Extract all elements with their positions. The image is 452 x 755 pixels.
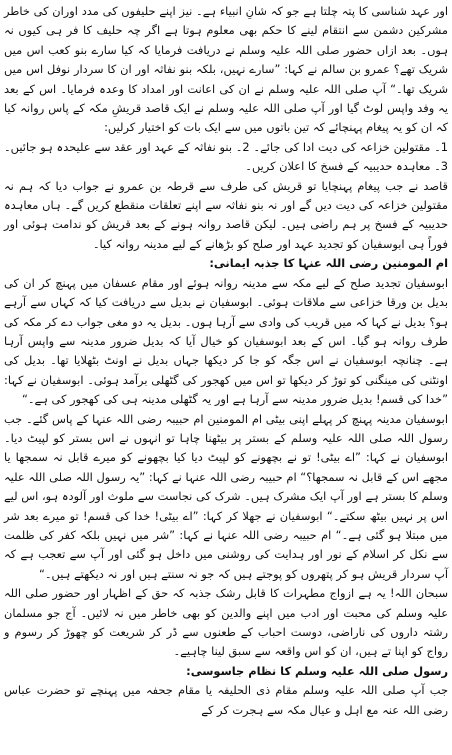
section-heading-iman: ام المومنین رضی اللہ عنہا کا جذبہ ایمانی:	[209, 256, 448, 271]
section-heading-intelligence: رسول صلی اللہ علیہ وسلم کا نظام جاسوسی:	[186, 663, 448, 678]
paragraph-abbas-hijrah: جب آپ صلی اللہ علیہ وسلم مقام ذی الحلیفہ یا مقام جحفہ میں پہنچے تو حضرت عباس رضی اللہ عنہ مع اہل و عیال مکہ سے ہجرت کر کے	[4, 683, 448, 717]
paragraph-lesson: سبحان اللہ! یہ ہے ازواج مطہرات کا قابل رشک جذبہ کہ حق کے اظہار اور حضور صلی اللہ علیہ وسلم کی محبت اور ادب میں اپنے والدین کو بھی خاطر میں نہ لائیں۔ آج جو مسلمان رشتہ داروں کی ناراضی، دوست احباب کے طعنوں سے ڈر کر شریعت کو چھوڑ کر رسوم و رواج کو اپنا تے ہیں، ان کو اس واقعہ سے سبق لینا چاہیے۔	[4, 586, 448, 659]
paragraph-umm-habiba: ابوسفیان مدینہ پہنچ کر پہلے اپنی بیٹی ام المومنین ام حبیبہ رضی اللہ عنہا کے پاس گئے۔ جب رسول اللہ صلی اللہ علیہ وسلم کے بستر پر بیٹھنا چاہا تو انہوں نے اس بستر کو لپیٹ دیا۔ ابوسفیان نے کہا: ”اے بیٹی! تو نے بچھونے کو لپیٹ دیا کیا بچھونے کو میرے قابل نہ سمجھا یا مجھے اس کے قابل نہ سمجھا؟“ ام حبیبہ رضی اللہ عنہا نے کہا: ”یہ رسول اللہ صلی اللہ علیہ وسلم کا بستر ہے اور آپ ایک مشرک ہیں۔ شرک کی نجاست سے ملوث اور آلودہ ہو، اس لیے اس پر نہیں بیٹھ سکتے۔“ ابوسفیان نے جھلا کر کہا: ”اے بیٹی! خدا کی قسم! تو میرے بعد شر میں مبتلا ہو گئی ہے۔“ ام حبیبہ رضی اللہ عنہا نے کہا: ”شر میں نہیں بلکہ کفر کی ظلمت سے نکل کر اسلام کے نور اور ہدایت کی روشنی میں داخل ہو گئی اور آپ سے تعجب ہے کہ آپ سردار قریش ہو کر پتھروں کو پوجتے ہیں کہ جو نہ سنتے ہیں اور نہ دیکھتے ہیں۔“	[4, 411, 448, 581]
paragraph-abu-sufyan-journey: ابوسفیان تجدید صلح کے لیے مکہ سے مدینہ روانہ ہوئے اور مقام عسفان میں پہنچ کر ان کی بدیل بن ورقا خزاعی سے ملاقات ہوئی۔ ابوسفیان نے بدیل سے دریافت کیا کہ کہاں سے آرہے ہو؟ بدیل نے کہا کہ میں قریب کی وادی سے آرہا ہوں۔ بدیل یہ دو مغی جواب دے کر مکہ کی طرف روانہ ہو گیا۔ اس کے بعد ابوسفیان کو خیال آیا کہ بدیل ضرور مدینہ سے واپس آرہا ہے۔ چنانچہ ابوسفیان نے اس جگہ کو جا کر دیکھا جہاں بدیل نے اونٹ بٹھلایا تھا۔ بدیل کی اونٹنی کی مینگنی کو توڑ کر دیکھا تو اس میں کھجور کی گٹھلی برآمد ہوئی۔ ابوسفیان نے کہا: ”خدا کی قسم! بدیل ضرور مدینہ سے آرہا ہے اور یہ گٹھلی مدینہ ہی کی کھجور کی ہے۔“	[4, 275, 448, 407]
paragraph-alliance-fidelity: اور عہد شناسی کا پتہ چلتا ہے جو کہ شانِ انبیاء ہے۔ نیز اپنے حلیفوں کی مدد اوران کی خاطر مشرکین دشمن سے انتقام لینے کا حکم بھی معلوم ہوتا ہے اگر چہ حلیف کا فر ہی کیوں نہ ہوں۔ بعد ازاں حضور صلی اللہ علیہ وسلم نے دریافت فرمایا کہ کیا سارے بنو کعب اس میں شریک تھے؟ عمرو بن سالم نے کہا: ”سارے نہیں، بلکہ بنو نفاثہ اور ان کا سردار نوفل اس میں شریک تھا۔“ آپ صلی اللہ علیہ وسلم نے ان کی اعانت اور امداد کا وعدہ فرمایا۔ اس کے بعد یہ وفد واپس لوٹ گیا اور آپ صلی اللہ علیہ وسلم نے ایک قاصد قریشِ مکہ کے پاس روانہ کیا کہ ان کو یہ پیغام پہنچائے کہ تین باتوں میں سے ایک بات کو اختیار کرلیں:	[4, 4, 448, 135]
paragraph-quraysh-reply: قاصد نے جب پیغام پہنچایا تو قریش کی طرف سے قرطہ بن عمرو نے جواب دیا کہ ہم نہ مقتولین خزاعہ کی دیت دیں گے اور نہ بنو نفاثہ سے اپنے تعلقات منقطع کریں گے۔ ہاں معاہدہ حدیبیہ کے فسخ پر ہم راضی ہیں۔ لیکن قاصد روانہ ہونے کے بعد قریش کو ندامت ہوئی اور فوراً ہی ابوسفیان کو تجدید عہد اور صلح کو بڑھانے کے لیے مدینہ روانہ کیا۔	[4, 178, 448, 251]
paragraph-three-conditions: 1۔ مقتولین خزاعہ کی دیت ادا کی جائے۔ 2۔ بنو نفاثہ کے عہد اور عقد سے علیحدہ ہو جائیں۔ 3۔ معاہدہ حدیبیہ کے فسخ کا اعلان کریں۔	[4, 139, 449, 174]
